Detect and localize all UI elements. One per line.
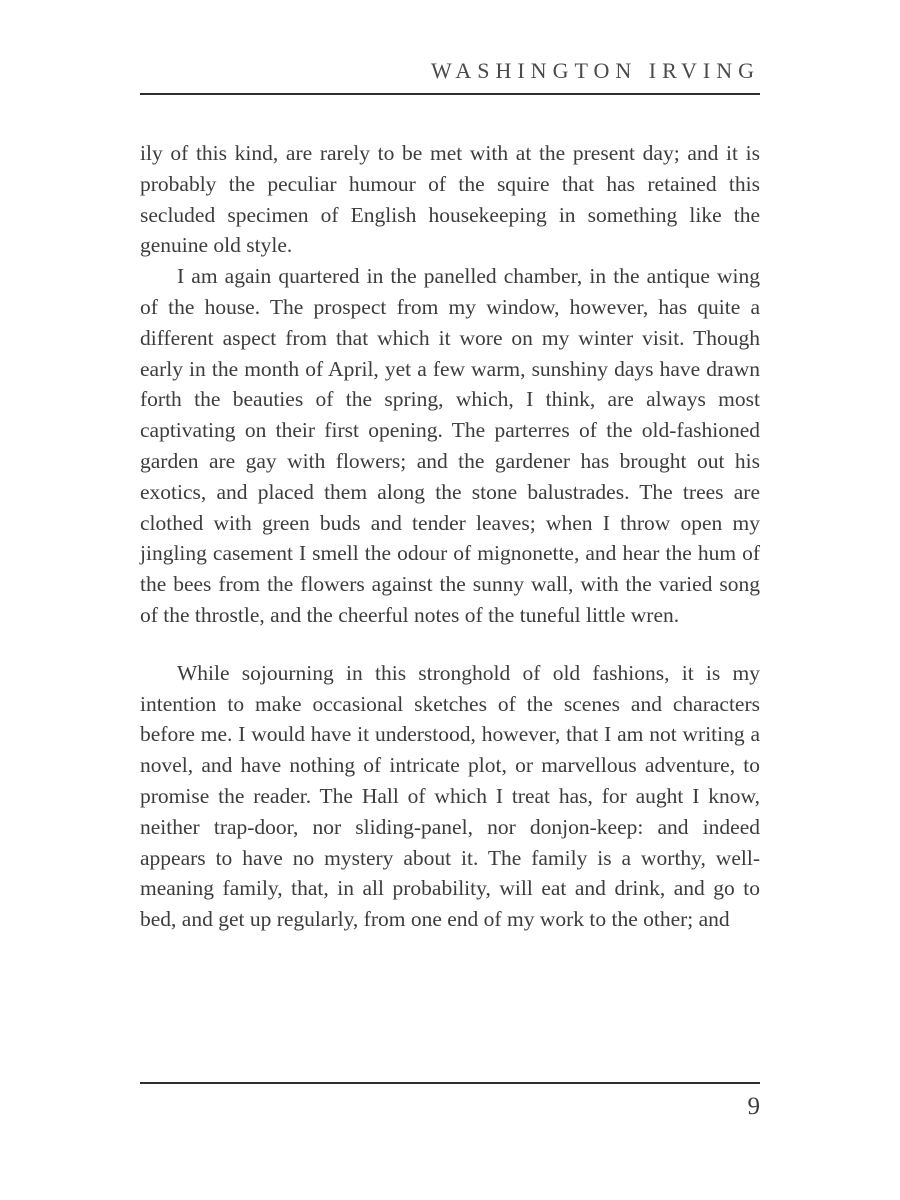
page-footer [140, 1082, 760, 1121]
running-header-title: WASHINGTON IRVING [431, 58, 760, 83]
page-body [140, 138, 760, 935]
page-number: 9 [747, 1093, 760, 1120]
paragraph: While sojourning in this stronghold of old fashions, it is my intention to make occasional sketches of the scenes and characters before me. I would have it understood, however, that I am not writing a novel, and have nothing of intricate plot, or marvellous adventure, to promise the reader. The Hall of which I treat has, for aught I know, neither trap-door, nor sliding-panel, nor donjon-keep: and indeed appears to have no mystery about it. The family is a worthy, well-meaning family, that, in all probability, will eat and drink, and go to bed, and get up regularly, from one end of my work to the other; and [140, 660, 760, 932]
footer-rule [140, 1082, 760, 1084]
paragraph: I am again quartered in the panelled chamber, in the antique wing of the house. The prospect from my window, however, has quite a different aspect from that which it wore on my winter visit. Though early in the month of April, yet a few warm, sunshiny days have drawn forth the beauties of the spring, which, I think, are always most captivating on their first opening. The parterres of the old-fashioned garden are gay with flowers; and the gardener has brought out his exotics, and placed them along the stone balustrades. The trees are clothed with green buds and tender leaves; when I throw open my jingling casement I smell the odour of mignonette, and hear the hum of the bees from the flowers against the sunny wall, with the varied song of the throstle, and the cheerful notes of the tuneful little wren. [140, 264, 760, 627]
page-header [140, 58, 760, 103]
paragraph: ily of this kind, are rarely to be met with at the present day; and it is probably the peculiar humour of the squire that has retained this secluded specimen of English housekeeping in something like the genuine old style. [140, 141, 760, 258]
header-rule [140, 93, 760, 95]
